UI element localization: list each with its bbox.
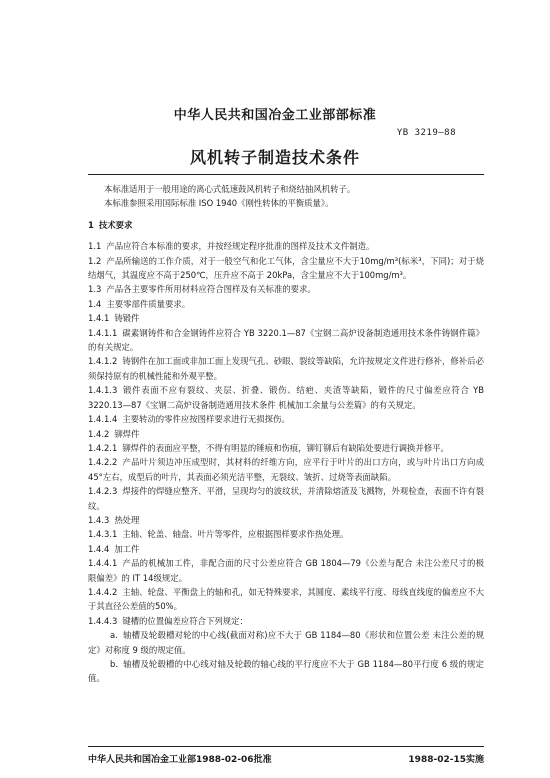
clause: 1.4.1.4 主要转动的零件应按图样要求进行无损探伤。 (88, 414, 290, 425)
clause: 1.4.1.3 锻件表面不应有裂纹、夹层、折叠、锻伤、结疤、夹渣等缺陷，锻件的尺寸偏差应符合 YB 3220.13—87《宝钢二高炉设备制造通用技术条件 机械加工余量与公差篇》的有关规定。 (88, 385, 484, 410)
clause: 1.4.1.1 碳素钢铸件和合金钢铸件应符合 YB 3220.1—87《宝钢二高炉设备制造通用技术条件铸钢件篇》的有关规定。 (88, 327, 484, 353)
intro-paragraph: 本标准适用于一般用途的离心式低速鼓风机转子和烧结抽风机转子。 (104, 184, 356, 194)
clause: 1.3 产品各主要零件所用材料应符合图样及有关标准的要求。 (88, 284, 316, 295)
approval-date: 中华人民共和国冶金工业部1988-02-06批准 (88, 755, 272, 765)
clause: 1.4.3.1 主轴、轮盖、轴盘、叶片等零件，应根据图样要求作热处理。 (88, 529, 349, 540)
issuing-authority: 中华人民共和国冶金工业部部标准 (173, 108, 377, 123)
standard-code: YB 3219—88 (396, 128, 456, 138)
sub-clause: b. 轴槽及轮毂槽的中心线对轴及轮毂的轴心线的平行度应不大于 GB 1184—80平行度 6 级的规定值。 (88, 659, 484, 684)
footer-rule (88, 746, 484, 747)
clause: 1.4.4.3 键槽的位置偏差应符合下列规定： (88, 615, 248, 626)
intro-paragraph: 本标准参照采用国际标准 ISO 1940《刚性转体的平衡质量》。 (104, 198, 334, 209)
clause: 1.4.2.1 铆焊件的表面应平整，不得有明显的锤痕和伤痕，铆钉铆后有缺陷处要进行调换并修平。 (88, 442, 449, 453)
document-body (88, 182, 484, 686)
subsection-heading: 1.4.4 加工件 (88, 543, 140, 554)
header-rule (88, 174, 484, 175)
subsection-heading: 1.4.2 铆焊件 (88, 428, 140, 439)
clause: 1.4.1.2 铸钢件在加工面或非加工面上发现气孔、砂眼、裂纹等缺陷，允许按规定文件进行修补，修补后必须保持原有的机械性能和外观平整。 (88, 356, 484, 381)
document-title: 风机转子制造技术条件 (189, 148, 360, 167)
clause: 1.4.2.3 焊接件的焊缝应整齐、平滑，呈现均匀的波纹状，并清除熔渣及飞溅物，外观检查，表面不许有裂纹。 (88, 486, 484, 511)
clause: 1.4.2.2 产品叶片须边冲压成型时，其材料的纤维方向，应平行于叶片的出口方向，或与叶片出口方向成45°左右，成型后的叶片，其表面必须光洁平整，无裂纹、皱折、过烧等表面缺陷。 (88, 457, 484, 482)
subsection-heading: 1.4.3 热处理 (88, 514, 140, 525)
subsection-heading: 1.4.1 铸锻件 (88, 313, 140, 324)
clause: 1.4.4.1 产品的机械加工件，非配合面的尺寸公差应符合 GB 1804—79《公差与配合 未注公差尺寸的极限偏差》的 IT 14级规定。 (88, 558, 484, 583)
clause: 1.4.4.2 主轴、轮盘、平衡盘上的轴和孔，如无特殊要求，其圆度、素线平行度、母线直线度的偏差应不大于其直径公差值的50%。 (88, 586, 484, 612)
effective-date: 1988-02-15实施 (408, 755, 484, 765)
clause: 1.4 主要零部件质量要求。 (88, 298, 191, 309)
sub-clause: a. 轴槽及轮毂槽对轮的中心线(截面对称)应不大于 GB 1184—80《形状和位置公差 未注公差的规定》对称度 9 级的规定值。 (88, 630, 484, 655)
section-heading: 1 技术要求 (88, 219, 133, 230)
clause: 1.1 产品应符合本标准的要求，并按经规定程序批准的图样及技术文件制造。 (88, 241, 375, 252)
clause: 1.2 产品所输送的工作介质，对于一般空气和化工气体，含尘量应不大于10mg/m³(标米³，下同)；对于烧结烟气，其温度应不高于250℃，压升应不高于 20kPa，含尘量应不大于100mg/m³。 (88, 255, 484, 281)
